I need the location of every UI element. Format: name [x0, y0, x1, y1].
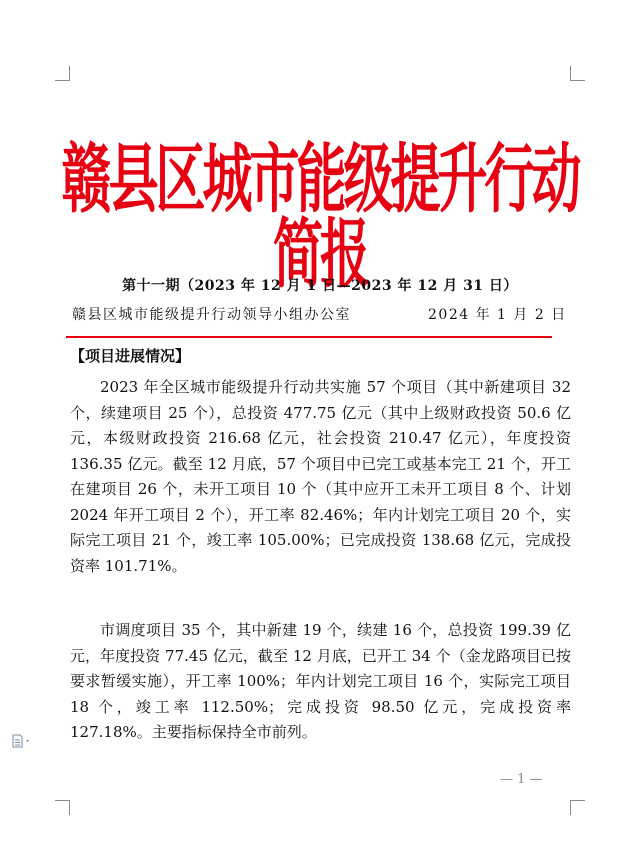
issue-line: 第十一期（2023 年 12 月 1 日—2023 年 12 月 31 日）: [122, 278, 518, 294]
bulletin-masthead: 赣县区城市能级提升行动简报: [61, 134, 579, 298]
issue-date: 2024 年 1 月 2 日: [428, 307, 567, 323]
page-number: — 1 —: [500, 772, 543, 787]
crop-mark-top-right: [570, 66, 585, 81]
crop-mark-top-left: [55, 66, 70, 81]
document-icon[interactable]: [12, 733, 32, 747]
paragraph-overview: 2023 年全区城市能级提升行动共实施 57 个项目（其中新建项目 32 个，续建项目 25 个），总投资 477.75 亿元（其中上级财政投资 50.6 亿元，本级财政投资 216.68 亿元，社会投资 210.47 亿元），年度投资 136.35 亿元。截至 12 月底，57 个项目中已完工或基本完工 21 个，开工在建项目 26 个，未开工项目 10 个（其中应开工未开工项目 8 个、计划 2024 年开工项目 2 个），开工率 82.46%；年内计划完工项目 20 个，实际完工项目 21 个，竣工率 105.00%；已完成投资 138.68 亿元，完成投资率 101.71%。: [70, 378, 571, 575]
red-divider: [66, 336, 552, 338]
issuing-office: 赣县区城市能级提升行动领导小组办公室: [72, 307, 351, 323]
crop-mark-bottom-left: [55, 800, 70, 815]
crop-mark-bottom-right: [570, 800, 585, 815]
paragraph-city-projects: 市调度项目 35 个，其中新建 19 个，续建 16 个，总投资 199.39 亿元，年度投资 77.45 亿元，截至 12 月底，已开工 34 个（金龙路项目已按要求暂缓实施），开工率 100%；年内计划完工项目 16 个，实际完工项目 18 个，竣工率 112.50%；完成投资 98.50 亿元，完成投资率 127.18%。主要指标保持全市前列。: [70, 621, 571, 741]
section-title: 【项目进展情况】: [70, 347, 191, 365]
